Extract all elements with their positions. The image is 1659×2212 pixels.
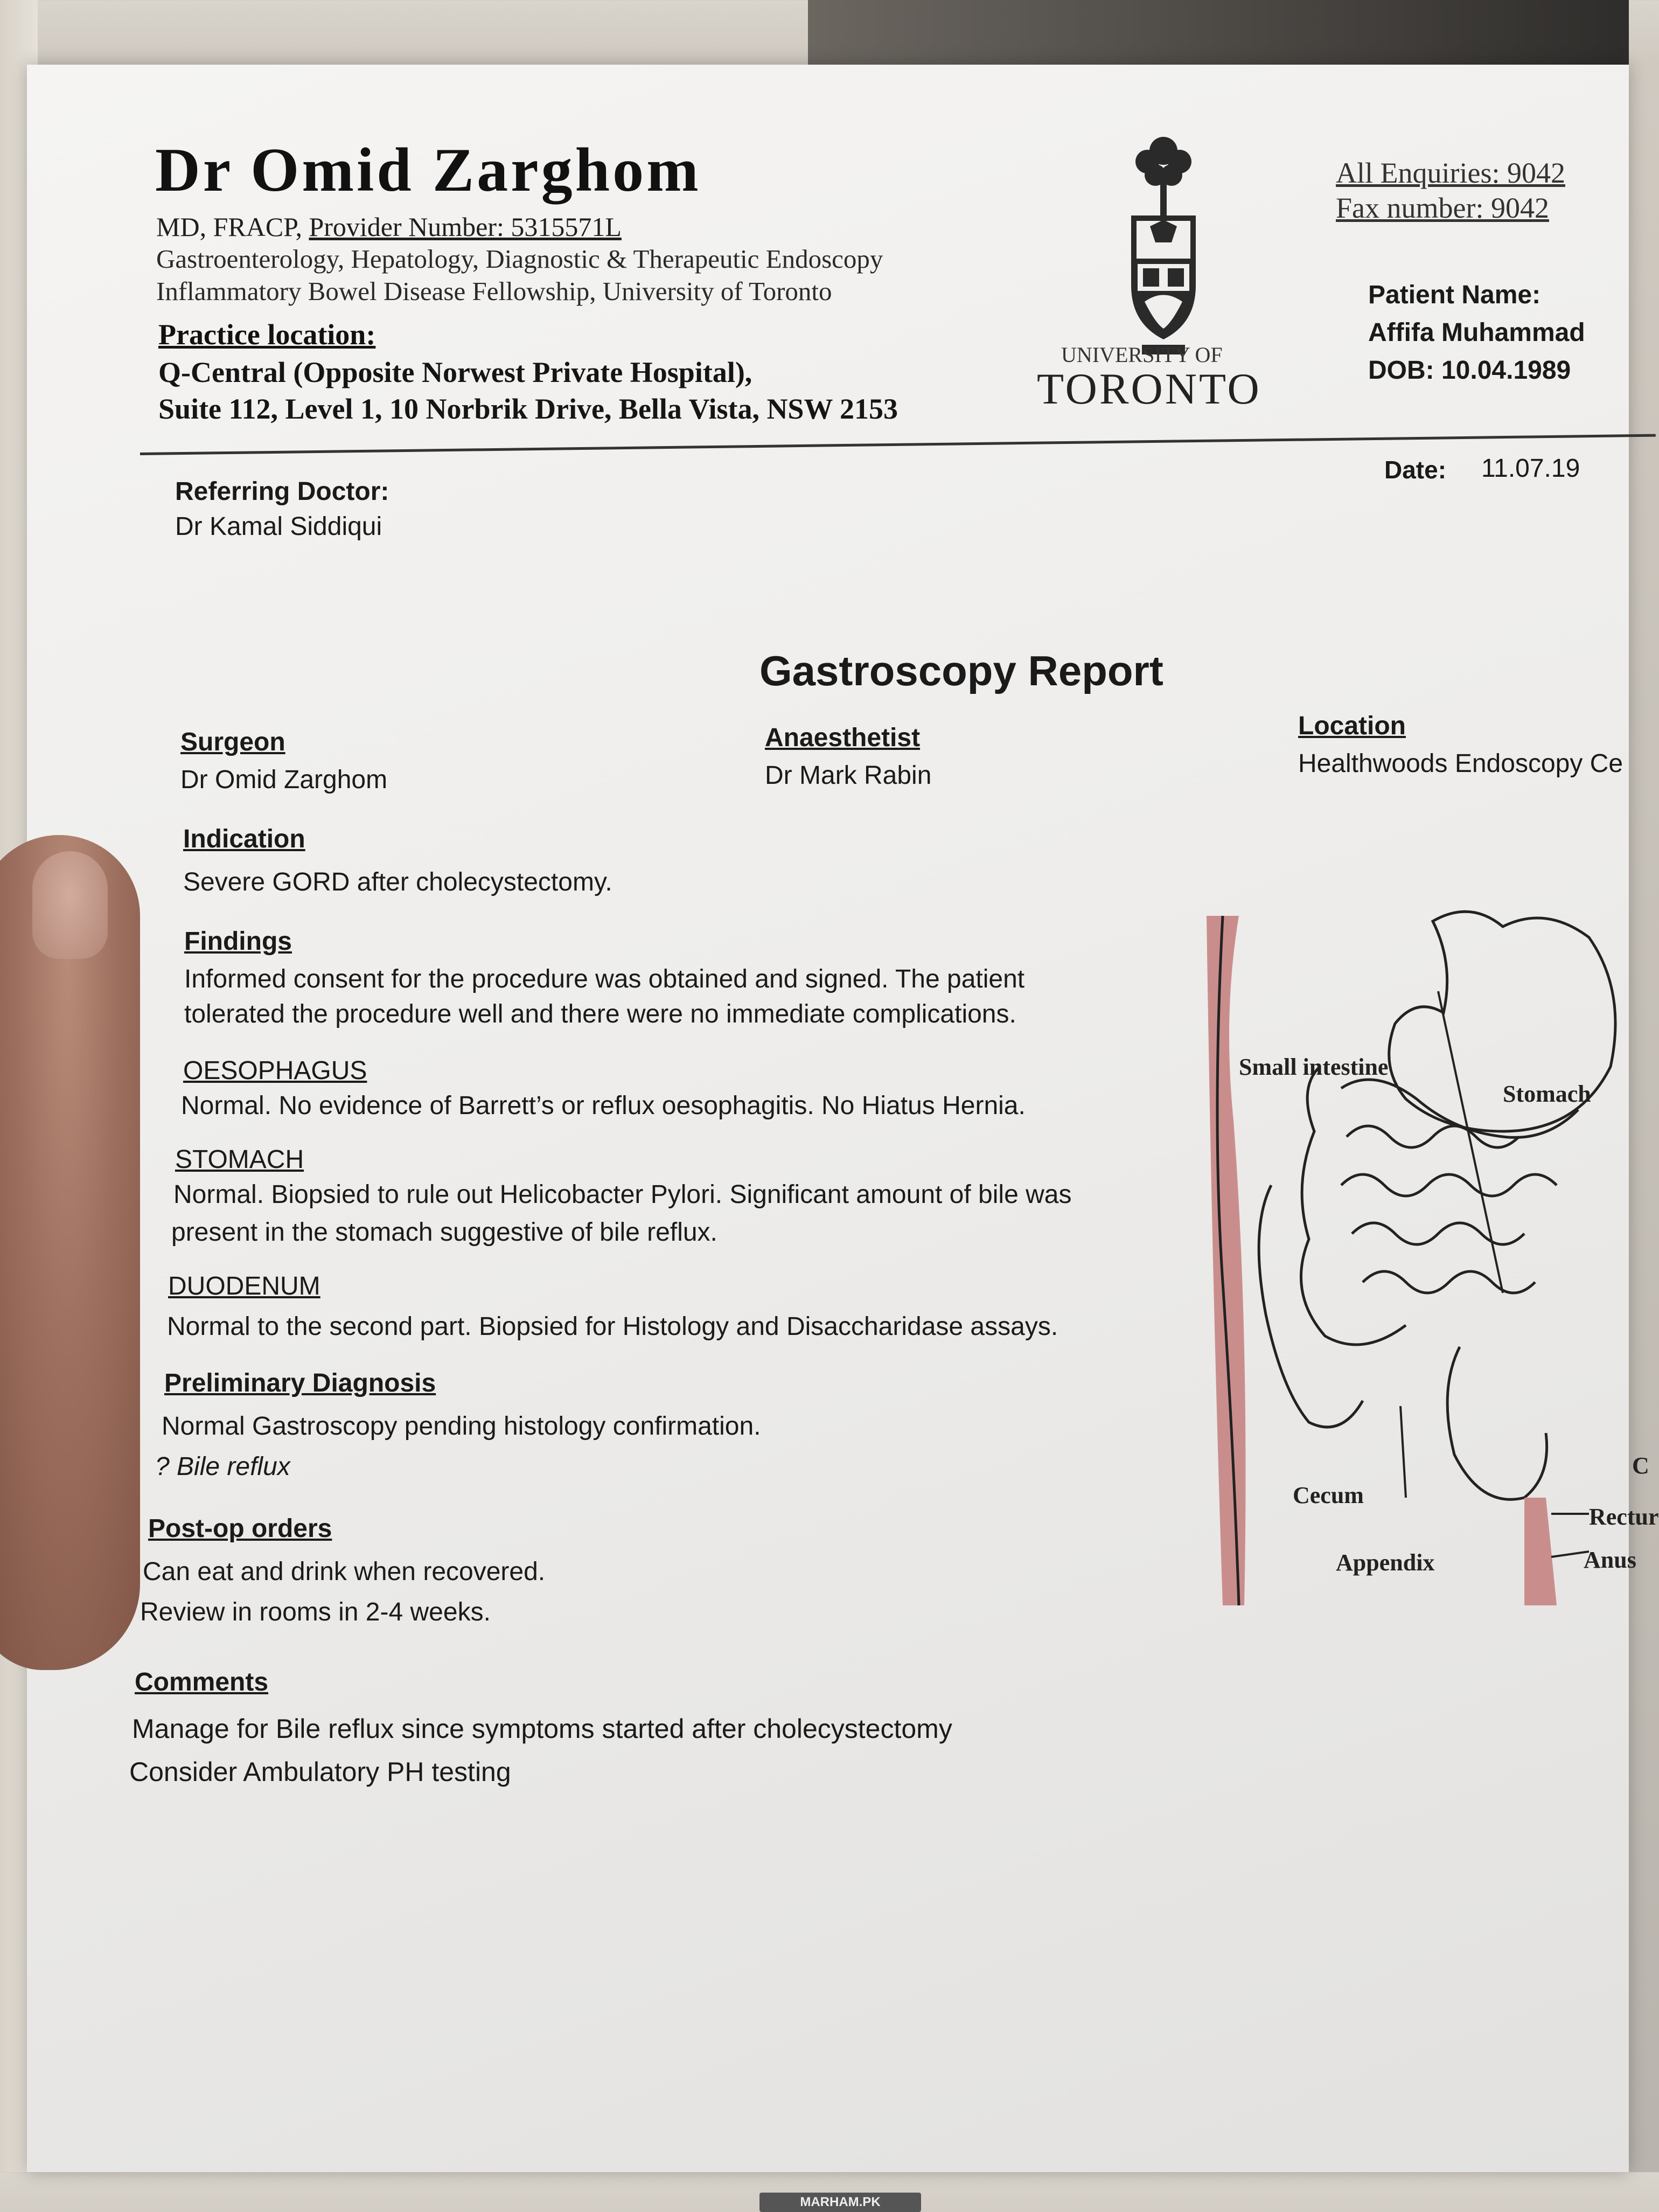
report-title: Gastroscopy Report <box>759 647 1163 694</box>
oesophagus-text: Normal. No evidence of Barrett’s or reflux oesophagitis. No Hiatus Hernia. <box>181 1091 1026 1120</box>
label-small-intestine: Small intestine <box>1239 1054 1389 1080</box>
duodenum-text: Normal to the second part. Biopsied for Histology and Disaccharidase assays. <box>167 1312 1058 1341</box>
anaesthetist-label: Anaesthetist <box>765 724 921 752</box>
indication-text: Severe GORD after cholecystectomy. <box>183 868 612 896</box>
postop-line-1: Can eat and drink when recovered. <box>143 1557 546 1586</box>
surgeon-label: Surgeon <box>180 728 285 756</box>
oesophagus-label: OESOPHAGUS <box>183 1056 367 1085</box>
header-divider <box>140 434 1656 455</box>
report-paper <box>27 65 1659 2209</box>
referring-doctor-name: Dr Kamal Siddiqui <box>175 512 382 541</box>
location-value: Healthwoods Endoscopy Ce <box>1298 749 1623 778</box>
stomach-label: STOMACH <box>175 1145 304 1174</box>
referring-doctor-label: Referring Doctor: <box>175 477 389 506</box>
label-cecum: Cecum <box>1293 1482 1364 1508</box>
findings-label: Findings <box>184 927 292 956</box>
findings-line-1: Informed consent for the procedure was obtained and signed. The patient <box>184 965 1025 993</box>
findings-line-2: tolerated the procedure well and there were no immediate complications. <box>184 1000 1016 1028</box>
stomach-line-1: Normal. Biopsied to rule out Helicobacter Pylori. Significant amount of bile was <box>173 1180 1072 1209</box>
credentials-prefix: MD, FRACP, <box>156 212 309 242</box>
anaesthetist-name: Dr Mark Rabin <box>765 761 932 790</box>
comments-label: Comments <box>135 1668 269 1696</box>
watermark: MARHAM.PK <box>759 2193 921 2212</box>
provider-number: Provider Number: 5315571L <box>309 212 622 242</box>
fellowship: Inflammatory Bowel Disease Fellowship, University of Toronto <box>156 276 832 306</box>
location-label: Location <box>1298 712 1406 740</box>
duodenum-label: DUODENUM <box>168 1272 320 1300</box>
postop-label: Post-op orders <box>148 1514 332 1543</box>
stomach-line-2: present in the stomach suggestive of bile reflux. <box>171 1218 717 1247</box>
label-rectum: Rectur <box>1589 1504 1659 1530</box>
comments-line-1: Manage for Bile reflux since symptoms started after cholecystectomy <box>132 1714 952 1744</box>
patient-dob: DOB: 10.04.1989 <box>1368 356 1571 385</box>
specialties: Gastroenterology, Hepatology, Diagnostic & Therapeutic Endoscopy <box>156 244 883 274</box>
patient-name-label: Patient Name: <box>1368 281 1541 309</box>
enquiries: All Enquiries: 9042 <box>1336 157 1565 189</box>
date-label: Date: <box>1384 456 1447 484</box>
doctor-name: Dr Omid Zarghom <box>155 136 701 205</box>
background-dark-surface <box>808 0 1629 65</box>
diagnosis-line-1: Normal Gastroscopy pending histology confirmation. <box>162 1412 761 1441</box>
label-appendix: Appendix <box>1336 1549 1435 1576</box>
digestive-system-diagram <box>1201 905 1632 1616</box>
surgeon-name: Dr Omid Zarghom <box>180 766 388 794</box>
fax-number: Fax number: 9042 <box>1336 192 1549 224</box>
label-anus: Anus <box>1584 1547 1636 1573</box>
practice-location-label: Practice location: <box>158 318 376 351</box>
diagnosis-label: Preliminary Diagnosis <box>164 1369 436 1397</box>
comments-line-2: Consider Ambulatory PH testing <box>129 1757 511 1787</box>
thumbnail-nail <box>32 851 108 959</box>
address-line-1: Q-Central (Opposite Norwest Private Hospital), <box>158 356 752 388</box>
label-stomach: Stomach <box>1503 1081 1591 1107</box>
thumb <box>0 835 140 1670</box>
label-colon-partial: C <box>1632 1452 1649 1479</box>
address-line-2: Suite 112, Level 1, 10 Norbrik Drive, Bella Vista, NSW 2153 <box>158 393 898 425</box>
date-value: 11.07.19 <box>1481 454 1580 483</box>
postop-line-2: Review in rooms in 2-4 weeks. <box>140 1598 491 1626</box>
credentials <box>156 211 622 242</box>
indication-label: Indication <box>183 825 305 853</box>
university-line-2: TORONTO <box>1037 364 1261 413</box>
patient-name: Affifa Muhammad <box>1368 318 1585 347</box>
diagnosis-line-2: ? Bile reflux <box>155 1452 290 1481</box>
university-line-1: UNIVERSITY OF <box>1061 343 1223 367</box>
